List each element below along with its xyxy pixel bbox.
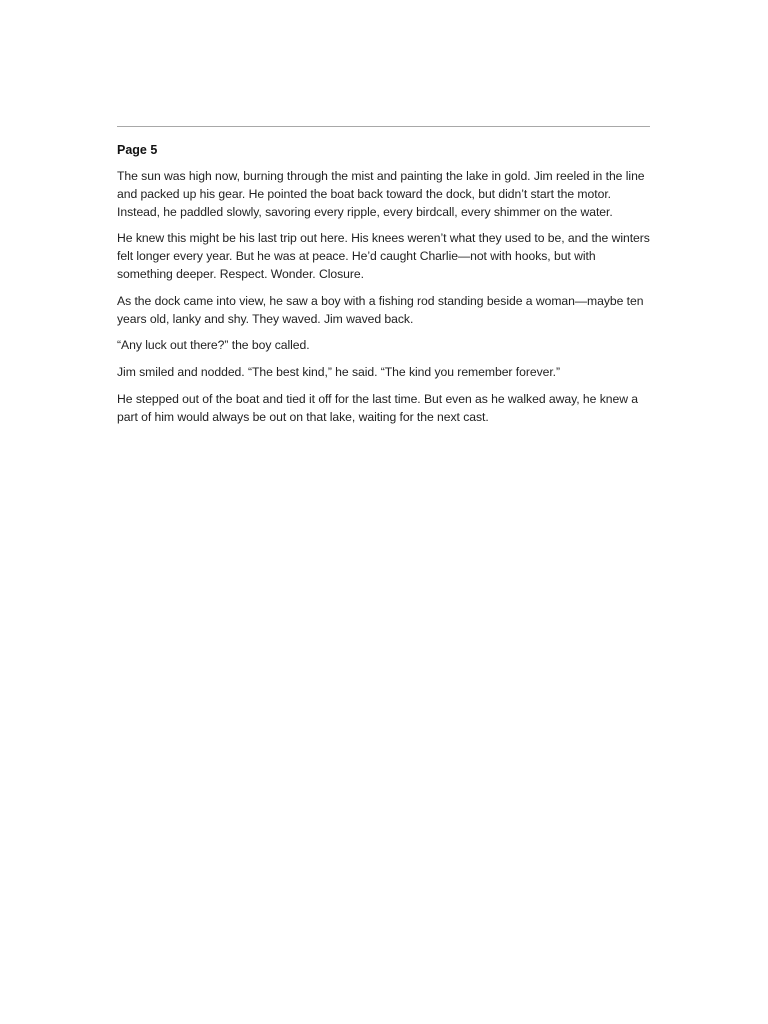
paragraph-6: He stepped out of the boat and tied it off for the last time. But even as he walked away, he knew a part of him would always be out on that lake, waiting for the next cast. [117, 391, 639, 424]
header-divider [117, 126, 650, 127]
paragraph-5: Jim smiled and nodded. “The best kind,” he said. “The kind you remember forever.” [117, 365, 561, 380]
paragraph-3: As the dock came into view, he saw a boy with a fishing rod standing beside a woman—maybe ten years old, lanky and shy. They waved. Jim waved back. [117, 293, 644, 326]
paragraph-4: “Any luck out there?” the boy called. [117, 338, 310, 353]
page-number-heading: Page 5 [117, 143, 158, 157]
paragraph-1: The sun was high now, burning through the mist and painting the lake in gold. Jim reeled in the line and packed up his gear. He pointed the boat back toward the dock, but didn’t start the motor. Instead, he paddled slowly, savoring every ripple, every birdcall, every shimmer on the water. [117, 169, 645, 219]
paragraph-2: He knew this might be his last trip out here. His knees weren’t what they used to be, and the winters felt longer every year. But he was at peace. He’d caught Charlie—not with hooks, but with something deeper. Respect. Wonder. Closure. [117, 231, 650, 281]
page-content [117, 141, 650, 436]
